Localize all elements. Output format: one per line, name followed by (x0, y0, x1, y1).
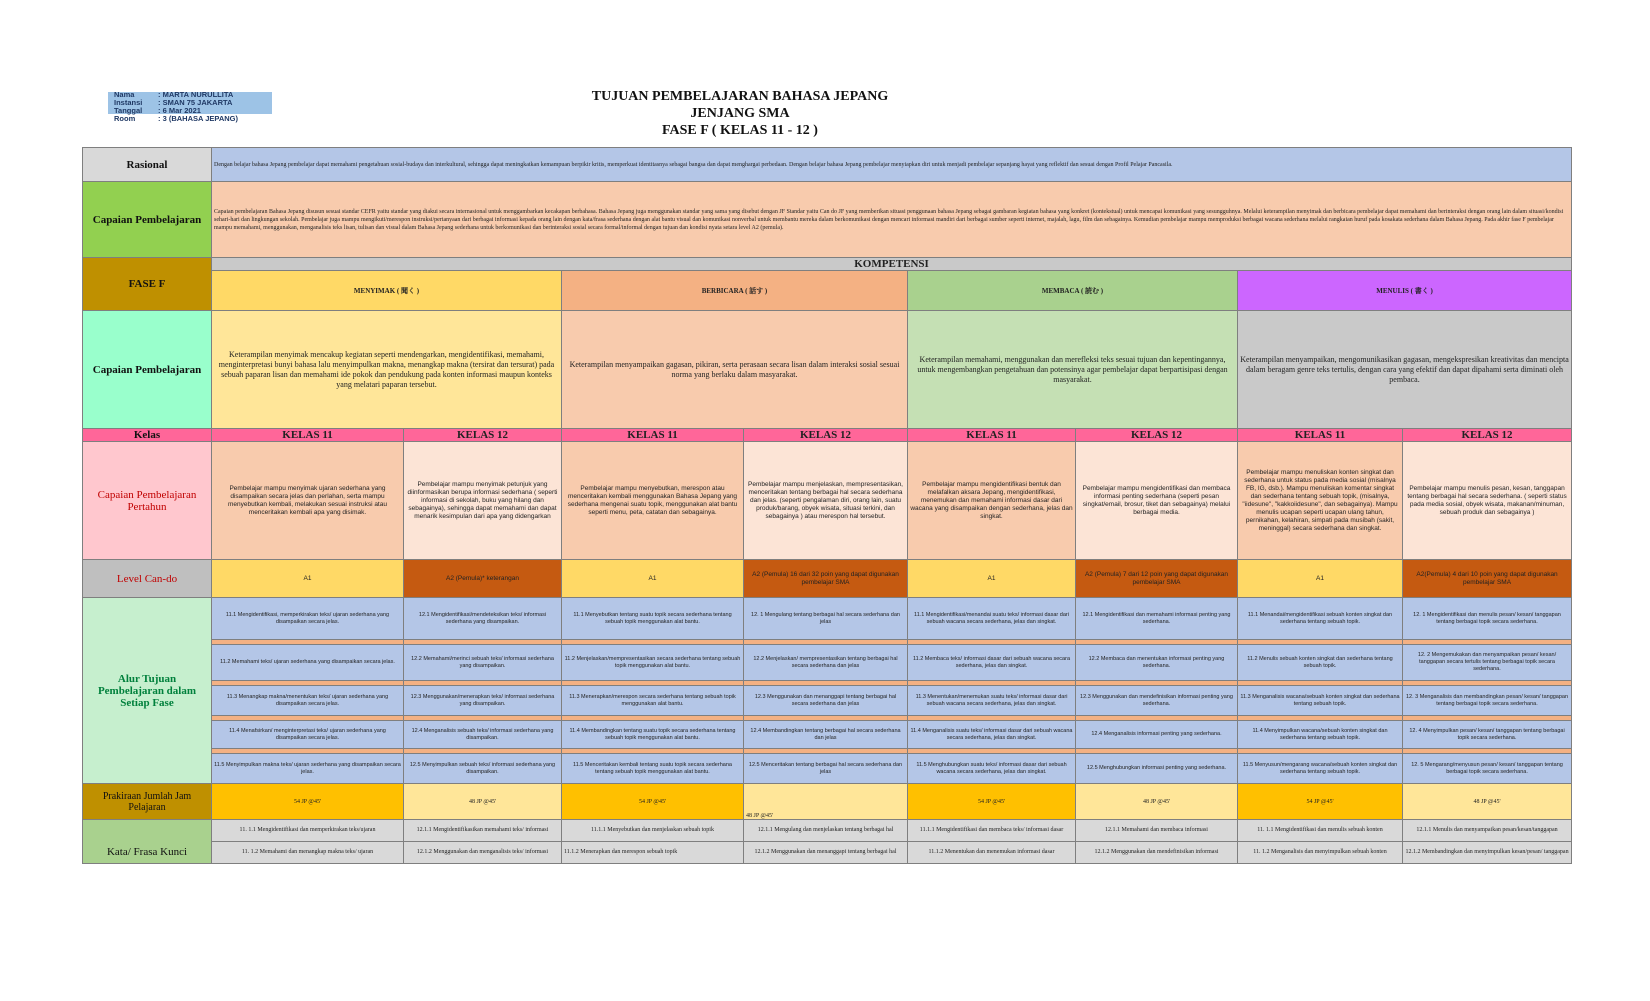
row-alur-2 (83, 645, 1572, 681)
alur-cell: 11.2 Membaca teks/ informasi dasar dari sebuah wacana secara sederhana, jelas dan singkat. (908, 645, 1076, 681)
jam-cell: 54 JP @45' (908, 784, 1076, 820)
alur-cell: 12. 3 Menganalisis dan membandingkan pesan/ kesan/ tanggapan tentang berbagai topik secara sederhana. (1403, 686, 1572, 716)
alur-cell: 12. 5 Mengarang/menyusun pesan/ kesan/ tanggapan tentang berbagai topik secara sederhana. (1403, 754, 1572, 784)
level-cell: A1 (212, 560, 404, 598)
id-row-nama: Nama : MARTA NURULLITA (114, 90, 234, 99)
level-cell: A2 (Pemula) 7 dari 12 poin yang dapat digunakan pembelajar SMA (1076, 560, 1238, 598)
kelas-header: KELAS 12 (744, 429, 908, 442)
alur-cell: 11.1 Menyebutkan tentang suatu topik secara sederhana tentang sebuah topik menggunakan alat bantu. (562, 598, 744, 640)
kata-cell: 12.1.2 Menggunakan dan menanggapi tentang berbagai hal (744, 842, 908, 864)
kata-cell: 11. 1.2 Menganalisis dan menyimpulkan sebuah konten (1238, 842, 1403, 864)
alur-cell: 11.3 Menerapkan/merespon secara sederhana tentang sebuah topik menggunakan alat bantu. (562, 686, 744, 716)
label-kata: Kata/ Frasa Kunci (83, 820, 212, 864)
alur-cell: 12.1 Mengidentifikasi/mendeteksikan teks/ informasi sederhana yang disampaikan. (404, 598, 562, 640)
cp-tahun-cell: Pembelajar mampu menuliskan konten singkat dan sederhana untuk status pada media sosial (misalnya FB, IG, dsb.). Mampu menuliskan komentar singkat dan sederhana tentang sebuah topik, (misalnya, "iidesune", "kakkoiidesune", dan sebagainya). Mampu menulis ucapan seperti ucapan ulang tahun, pernikahan, kelahiran, simpati pada musibah (sakit, meninggal) secara sederhana dan singkat. (1238, 442, 1403, 560)
id-row-instansi: Instansi : SMAN 75 JAKARTA (114, 98, 233, 107)
row-alur-1 (83, 598, 1572, 640)
alur-cell: 11.5 Menyusun/mengarang wacana/sebuah konten singkat dan sederhana tentang sebuah topik. (1238, 754, 1403, 784)
row-kelas (83, 429, 1572, 442)
label-rasional: Rasional (83, 148, 212, 182)
label-capaian-2: Capaian Pembelajaran (83, 311, 212, 429)
jam-cell: 48 JP @45' (1403, 784, 1572, 820)
page-subtitle: JENJANG SMA (690, 106, 790, 121)
skill-berbicara: BERBICARA ( 話す ) (562, 271, 908, 311)
row-level (83, 560, 1572, 598)
kata-cell: 12.1.1 Mengulang dan menjelaskan tentang berbagai hal (744, 820, 908, 842)
alur-cell: 12.5 Menghubungkan informasi penting yang sederhana. (1076, 754, 1238, 784)
id-row-tanggal: Tanggal : 6 Mar 2021 (114, 106, 201, 115)
alur-cell: 11.4 Membandingkan tentang suatu topik secara sederhana tentang sebuah topik menggunakan alat bantu. (562, 721, 744, 749)
jam-cell: 48 JP @45' (1076, 784, 1238, 820)
skill-menulis: MENULIS ( 書く ) (1238, 271, 1572, 311)
kata-cell: 12.1.2 Membandingkan dan menyimpulkan kesan/pesan/ tanggapan (1403, 842, 1572, 864)
row-rasional (83, 148, 1572, 182)
kata-cell: 11.1.1 Menyebutkan dan menjelaskan sebuah topik (562, 820, 744, 842)
alur-cell: 12.4 Menganalisis informasi penting yang sederhana. (1076, 721, 1238, 749)
kelas-header: KELAS 12 (404, 429, 562, 442)
kata-cell: 12.1.2 Menggunakan dan menganalisis teks/ informasi (404, 842, 562, 864)
alur-cell: 11.5 Menyimpulkan makna teks/ ujaran sederhana yang disampaikan secara jelas. (212, 754, 404, 784)
alur-cell: 12.2 Memahami/merinci sebuah teks/ informasi sederhana yang disampaikan. (404, 645, 562, 681)
row-kata-2 (83, 842, 1572, 864)
page-phase: FASE F ( KELAS 11 - 12 ) (662, 123, 818, 138)
kata-cell: 11.1.2 Menerapkan dan merespon sebuah topik (562, 842, 744, 864)
alur-cell: 11.5 Menceritakan kembali tentang suatu topik secara sederhana tentang sebuah topik menggunakan alat bantu. (562, 754, 744, 784)
rasional-text: Dengan belajar bahasa Jepang pembelajar dapat memahami pengetahuan sosial-budaya dan interkultural, sehingga dapat meningkatkan kemampuan berpikir kritis, memperkuat identitasnya sebagai bangsa dan dapat menghargai perbedaan. Dengan belajar bahasa Jepang pembelajar menyiapkan diri untuk menjadi pembelajar sepanjang hayat yang reflektif dan sesuai dengan Profil Pelajar Pancasila. (212, 148, 1572, 182)
alur-cell: 11.1 Menandai/mengidentifikasi sebuah konten singkat dan sederhana tentang sebuah topik. (1238, 598, 1403, 640)
alur-cell: 11.4 Menyimpulkan wacana/sebuah konten singkat dan sederhana tentang sebuah topik. (1238, 721, 1403, 749)
cp-membaca: Keterampilan memahami, menggunakan dan merefleksi teks sesuai tujuan dan kepentingannya, untuk mengembangkan pengetahuan dan potensinya agar pembelajar dapat berpartisipasi dengan masyarakat. (908, 311, 1238, 429)
row-alur-3 (83, 686, 1572, 716)
alur-cell: 11.1 Mengidentifikasi, memperkirakan teks/ ujaran sederhana yang disampaikan secara jelas. (212, 598, 404, 640)
label-level: Level Can-do (83, 560, 212, 598)
kompetensi-header: KOMPETENSI (212, 258, 1572, 271)
jam-cell: 48 JP @45' (744, 784, 908, 820)
cp-tahun-cell: Pembelajar mampu mengidentifikasi bentuk dan melafalkan aksara Jepang, mengidentifikasi, menemukan dan memahami informasi dasar dari wacana yang disampaikan dengan sederhana, jelas dan singkat. (908, 442, 1076, 560)
alur-cell: 12.2 Membaca dan menentukan informasi penting yang sederhana. (1076, 645, 1238, 681)
alur-cell: 12. 4 Menyimpulkan pesan/ kesan/ tanggapan tentang berbagai topik secara sederhana. (1403, 721, 1572, 749)
label-kelas: Kelas (83, 429, 212, 442)
kata-cell: 12.1.1 Mengidentifikasikan memahami teks/ informasi (404, 820, 562, 842)
cp-tahun-cell: Pembelajar mampu mengidentifikasi dan membaca informasi penting sederhana (seperti pesan singkat/email, brosur, tiket dan sebagainya) melalui berbagai media. (1076, 442, 1238, 560)
jam-cell: 54 JP @45' (212, 784, 404, 820)
alur-cell: 12.4 Membandingkan tentang berbagai hal secara sederhana dan jelas (744, 721, 908, 749)
alur-cell: 11.2 Menjelaskan/mempresentasikan secara sederhana tentang sebuah topik menggunakan alat bantu. (562, 645, 744, 681)
kata-cell: 12.1.1 Memahami dan membaca informasi (1076, 820, 1238, 842)
alur-cell: 12.3 Menggunakan dan menanggapi tentang berbagai hal secara sederhana dan jelas (744, 686, 908, 716)
alur-cell: 12. 1 Mengulang tentang berbagai hal secara sederhana dan jelas (744, 598, 908, 640)
cp-tahun-cell: Pembelajar mampu menjelaskan, mempresentasikan, menceritakan tentang berbagai hal secara sederhana dan jelas. (seperti pengalaman diri, orang lain, suatu produk/barang, obyek wisata, situasi terkini, dan sebagainya ) atau merespon hal tersebut. (744, 442, 908, 560)
row-alur-5 (83, 754, 1572, 784)
alur-cell: 11.4 Menafsirkan/ menginterpretasi teks/ ujaran sederhana yang disampaikan secara jelas. (212, 721, 404, 749)
jam-cell: 54 JP @45' (1238, 784, 1403, 820)
alur-cell: 12. 2 Mengemukakan dan menyampaikan pesan/ kesan/ tanggapan secara tertulis tentang berbagai topik secara sederhana. (1403, 645, 1572, 681)
kata-cell: 11. 1.1 Mengidentifikasi dan memperkirakan teks/ujaran (212, 820, 404, 842)
kata-cell: 11.1.2 Menentukan dan menemukan informasi dasar (908, 842, 1076, 864)
row-kata-1 (83, 820, 1572, 842)
alur-cell: 11.3 Menganalisis wacana/sebuah konten singkat dan sederhana tentang sebuah topik. (1238, 686, 1403, 716)
alur-cell: 12.3 Menggunakan/menerapkan teks/ informasi sederhana yang disampaikan. (404, 686, 562, 716)
cp-tahun-cell: Pembelajar mampu menyimak ujaran sederhana yang disampaikan secara jelas dan perlahan, serta mampu menyebutkan kembali, melakukan sesuai instruksi atau menceritakan kembali apa yang disimak. (212, 442, 404, 560)
row-cp-tahun (83, 442, 1572, 560)
cp-tahun-cell: Pembelajar mampu menulis pesan, kesan, tanggapan tentang berbagai hal secara sederhana. ( seperti status pada media sosial, obyek wisata, makanan/minuman, sebuah produk dan sebagainya ) (1403, 442, 1572, 560)
row-kompetensi (83, 258, 1572, 271)
cp-menulis: Keterampilan menyampaikan, mengomunikasikan gagasan, mengekspresikan kreativitas dan mencipta dalam beragam genre teks tertulis, dengan cara yang efektif dan dapat dipahami serta diminati oleh pembaca. (1238, 311, 1572, 429)
kelas-header: KELAS 11 (212, 429, 404, 442)
kata-cell: 11.1.1 Mengidentifikasi dan membaca teks/ informasi dasar (908, 820, 1076, 842)
kelas-header: KELAS 12 (1403, 429, 1572, 442)
label-jam: Prakiraan Jumlah Jam Pelajaran (83, 784, 212, 820)
kata-cell: 12.1.1 Menulis dan menyampaikan pesan/kesan/tanggapan (1403, 820, 1572, 842)
level-cell: A1 (562, 560, 744, 598)
kelas-header: KELAS 11 (908, 429, 1076, 442)
level-cell: A2(Pemula) 4 dari 10 poin yang dapat digunakan pembelajar SMA (1403, 560, 1572, 598)
cp-tahun-cell: Pembelajar mampu menyebutkan, merespon atau menceritakan kembali menggunakan Bahasa Jepang yang sederhana mengenai suatu topik, menggunakan alat bantu seperti menu, peta, catatan dan sebagainya. (562, 442, 744, 560)
alur-cell: 12.2 Menjelaskan/ mempresentasikan tentang berbagai hal secara sederhana dan jelas (744, 645, 908, 681)
kata-cell: 12.1.2 Menggunakan dan mendefinisikan informasi (1076, 842, 1238, 864)
level-cell: A1 (1238, 560, 1403, 598)
skill-menyimak: MENYIMAK ( 聞く ) (212, 271, 562, 311)
alur-cell: 12.5 Menceritakan tentang berbagai hal secara sederhana dan jelas (744, 754, 908, 784)
cp-berbicara: Keterampilan menyampaikan gagasan, pikiran, serta perasaan secara lisan dalam interaksi sosial sesuai norma yang berlaku dalam masyarakat. (562, 311, 908, 429)
label-fase: FASE F (83, 258, 212, 311)
kelas-header: KELAS 11 (1238, 429, 1403, 442)
label-alur: Alur Tujuan Pembelajaran dalam Setiap Fase (83, 598, 212, 784)
jam-cell: 54 JP @45' (562, 784, 744, 820)
alur-cell: 11.3 Menentukan/menemukan suatu teks/ informasi dasar dari sebuah wacana secara sederhana, jelas dan singkat. (908, 686, 1076, 716)
kata-cell: 11. 1.2 Memahami dan menangkap makna teks/ ujaran (212, 842, 404, 864)
level-cell: A2 (Pemula)* keterangan (404, 560, 562, 598)
alur-cell: 12. 1 Mengidentifikasi dan menulis pesan/ kesan/ tanggapan tentang berbagai topik secara sederhana. (1403, 598, 1572, 640)
label-capaian: Capaian Pembelajaran (83, 182, 212, 258)
curriculum-table (82, 147, 1572, 864)
alur-cell: 11.5 Menghubungkan suatu teks/ informasi dasar dari sebuah wacana secara sederhana, jelas dan singkat. (908, 754, 1076, 784)
row-alur-4 (83, 721, 1572, 749)
kelas-header: KELAS 12 (1076, 429, 1238, 442)
alur-cell: 11.1 Mengidentifikasi/menandai suatu teks/ informasi dasar dari sebuah wacana secara sederhana, jelas dan singkat. (908, 598, 1076, 640)
cp-menyimak: Keterampilan menyimak mencakup kegiatan seperti mendengarkan, mengidentifikasi, memahami, menginterpretasi bunyi bahasa lalu menyimpulkan makna, menangkap makna (tersirat dan tersurat) pada sebuah paparan lisan dan memahami ide pokok dan pendukung pada konten informasi maupun konteks yang melatari paparan tersebut. (212, 311, 562, 429)
cp-tahun-cell: Pembelajar mampu menyimak petunjuk yang diinformasikan berupa informasi sederhana ( seperti informasi di sekolah, buku yang hilang dan sebagainya), sehingga dapat memahami dan dapat menarik kesimpulan dari apa yang didengarkan (404, 442, 562, 560)
jam-cell: 48 JP @45' (404, 784, 562, 820)
label-cp-tahun: Capaian Pembelajaran Pertahun (83, 442, 212, 560)
alur-cell: 11.3 Menangkap makna/menentukan teks/ ujaran sederhana yang disampaikan secara jelas. (212, 686, 404, 716)
row-capaian-skill (83, 311, 1572, 429)
alur-cell: 12.4 Menganalisis sebuah teks/ informasi sederhana yang disampaikan. (404, 721, 562, 749)
alur-cell: 11.4 Menganalisis suatu teks/ informasi dasar dari sebuah wacana secara sederhana, jelas dan singkat. (908, 721, 1076, 749)
alur-cell: 12.5 Menyimpulkan sebuah teks/ informasi sederhana yang disampaikan. (404, 754, 562, 784)
row-skills (83, 271, 1572, 311)
level-cell: A2 (Pemula) 16 dari 32 poin yang dapat digunakan pembelajar SMA (744, 560, 908, 598)
level-cell: A1 (908, 560, 1076, 598)
skill-membaca: MEMBACA ( 読む ) (908, 271, 1238, 311)
row-capaian (83, 182, 1572, 258)
alur-cell: 11.2 Memahami teks/ ujaran sederhana yang disampaikan secara jelas. (212, 645, 404, 681)
capaian-text: Capaian pembelajaran Bahasa Jepang disusun sesuai standar CEFR yaitu standar yang diakui secara internasional untuk menggambarkan kecakapan berbahasa. Bahasa Jepang juga menggunakan standar yang sama yang disebut dengan JF Standar yaitu Can do JF yang memberikan situasi penggunaan bahasa Jepang sebagai gambaran kegiatan bahasa yang konkret (kontekstual) untuk mencapai komunikasi yang sesungguhnya. Melalui keterampilan menyimak dan berbicara pembelajar dapat memahami dan berinteraksi dengan orang lain dalam situasi/kondisi sehari-hari dan lingkungan sekolah. Pembelajar juga mampu mengikuti/merespon instruksi/pertanyaan dari berbagai informasi kepada orang lain dengan kata/frasa sederhana dengan alat bantu visual dan komunikasi nonverbal untuk membantu mereka dalam berkomunikasi dengan mencari informasi mandiri dari berbagai sumber seperti internet, majalah, lagu, film dan sebagainya. Kemudian pembelajar mampu memproduksi berbagai wacana sederhana melalui rangkaian huruf pada kosakata sederhana dalam Bahasa Jepang. Pada akhir fase F pembelajar mampu memahami, menggunakan, menganalisis teks lisan, tulisan dan visual dalam Bahasa Jepang sederhana untuk berkomunikasi dan berinteraksi sosial secara formal/informal dengan tujuan dan kondisi nyata setara level A2 (pemula). (212, 182, 1572, 258)
alur-cell: 12.1 Mengidentifikasi dan memahami informasi penting yang sederhana. (1076, 598, 1238, 640)
alur-cell: 11.2 Menulis sebuah konten singkat dan sederhana tentang sebuah topik. (1238, 645, 1403, 681)
kata-cell: 11. 1.1 Mengidentifikasi dan menulis sebuah konten (1238, 820, 1403, 842)
id-row-room: Room : 3 (BAHASA JEPANG) (114, 114, 239, 123)
kelas-header: KELAS 11 (562, 429, 744, 442)
alur-cell: 12.3 Menggunakan dan mendefinisikan informasi penting yang sederhana. (1076, 686, 1238, 716)
page-title: TUJUAN PEMBELAJARAN BAHASA JEPANG (591, 89, 889, 104)
row-jam (83, 784, 1572, 820)
